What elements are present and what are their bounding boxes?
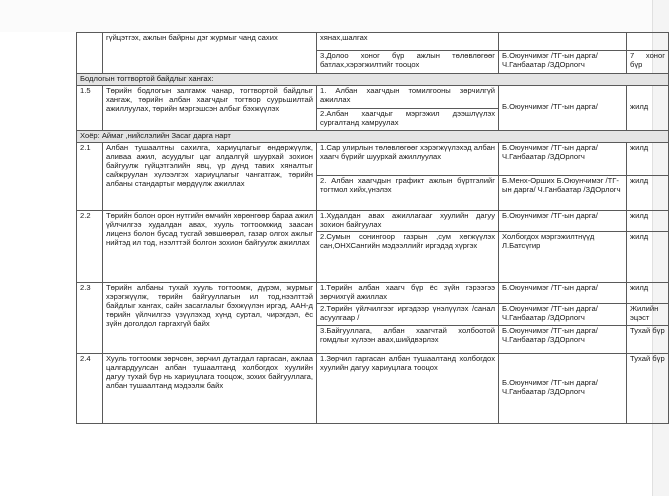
action-cell: 3.Байгууллага, албан хаагчтай холбоотой гомдлыг хүлээн авах,шийдвэрлэх bbox=[317, 325, 499, 353]
term-cell: Тухай бүр bbox=[627, 325, 669, 353]
action-cell: 2.Төрийн үйлчилгээг иргэдээр үнэлүүлэх /санал асуулгаар / bbox=[317, 303, 499, 325]
term-cell: жилд bbox=[627, 231, 669, 282]
action-cell: 2.Сумын сонингоор газрын ,сум хөгжүүлэх сан,ОНХСангийн мэдээллийг иргэдэд хүргэх bbox=[317, 231, 499, 282]
action-cell: 3.Долоо хоног бүр ажлын төлөвлөгөөг батлах,хэрэгжилтийг тооцох bbox=[317, 51, 499, 74]
table-row bbox=[77, 33, 669, 51]
term-cell: жилд bbox=[627, 282, 669, 303]
table-row bbox=[77, 353, 669, 423]
task-cell: Хууль тогтоомж зөрчсөн, зөрчил дутагдал гаргасан, ажлаа цалгардуулсан албан тушаалтанд холбогдох хуулийн дагуу тухай бүр нь хариуцлага тооцож, зохих байгууллага, албан тушаалтанд мэдээлж байх bbox=[103, 353, 317, 423]
section-heading: Бодлогын тогтвортой байдлыг хангах: bbox=[77, 74, 669, 86]
item-number: 2.4 bbox=[77, 353, 103, 423]
term-cell: жилд bbox=[627, 142, 669, 175]
item-number: 2.2 bbox=[77, 210, 103, 282]
task-cell: гүйцэтгэх, ажлын байрны дэг журмыг чанд сахих bbox=[103, 33, 317, 74]
responsible-cell: Б.Оюунчимэг /ТГ-ын дарга/ Ч.Ганбаатар /ЗДОрлогч bbox=[499, 142, 627, 175]
table-row bbox=[77, 142, 669, 175]
item-number: 1.5 bbox=[77, 85, 103, 130]
term-cell: Жилийн эцэст bbox=[627, 303, 669, 325]
responsible-cell: Б.Менх-Орших Б.Оюунчимэг /ТГ-ын дарга/ Ч.Ганбаатар /ЗДОрлогч bbox=[499, 175, 627, 210]
task-cell: Төрийн бодлогын залгамж чанар, тогтвортой байдлыг хангаж, төрийн албан хаагчдыг тогтвор суурьшилтай ажиллуулах, төрийн мэргэшсэн албыг бэхжүүлэх bbox=[103, 85, 317, 130]
action-cell: 1.Сар улирлын төлөвлөгөөг хэрэгжүүлэхэд албан хаагч бүрийг шуурхай ажиллуулах bbox=[317, 142, 499, 175]
action-cell: хянах,шалгах bbox=[317, 33, 499, 51]
section-row bbox=[77, 74, 669, 86]
item-number: 2.1 bbox=[77, 142, 103, 210]
term-cell bbox=[627, 33, 669, 51]
responsible-cell: Б.Оюунчимэг /ТГ-ын дарга/ Ч.Ганбаатар /ЗДОрлогч bbox=[499, 51, 627, 74]
term-cell: 7 хоног бүр bbox=[627, 51, 669, 74]
responsible-cell: Б.Оюунчимэг /ТГ-ын дарга/ Ч.Ганбаатар /ЗДОрлогч bbox=[499, 303, 627, 325]
page-top-margin bbox=[0, 0, 669, 32]
term-cell: жилд bbox=[627, 210, 669, 231]
term-cell: Тухай бүр bbox=[627, 353, 669, 423]
term-cell: жилд bbox=[627, 175, 669, 210]
task-cell: Төрийн албаны тухай хууль тогтоомж, дүрэм, журмыг хэрэгжүүлж, төрийн байгууллагын ил тод,нээлттэй байдлыг хангах, сайн засаглалыг бэхжүүлэн иргэд, ААН-д төрийн үйлчилгээ үзүүлэхэд хүнд суртал, чирэгдэл, ёс зүйн доголдол гаргахгүй байх bbox=[103, 282, 317, 353]
responsible-cell bbox=[499, 33, 627, 51]
term-cell: жилд bbox=[627, 85, 669, 130]
table-row bbox=[77, 85, 669, 108]
responsible-cell: Б.Оюунчимэг /ТГ-ын дарга/ bbox=[499, 85, 627, 130]
action-cell: 1.Төрийн албан хаагч бүр ёс зүйн гэрээгээ зөрчихгүй ажиллах bbox=[317, 282, 499, 303]
responsible-cell: Б.Оюунчимэг /ТГ-ын дарга/ Ч.Ганбаатар /ЗДОрлогч bbox=[499, 353, 627, 423]
responsible-cell: Б.Оюунчимэг /ТГ-ын дарга/ bbox=[499, 282, 627, 303]
table-row bbox=[77, 210, 669, 231]
action-cell: 1. Албан хаагчдын томилгооны зөрчилгүй ажиллах bbox=[317, 85, 499, 108]
table-row bbox=[77, 282, 669, 303]
responsible-cell: Б.Оюунчимэг /ТГ-ын дарга/ bbox=[499, 210, 627, 231]
task-cell: Албан тушаалтны сахилга, хариуцлагыг өндөржүүлж, аливаа ажил, асуудлыг цаг алдалгүй шуурхай зохион байгуулж гүйцэтгэлийн явц, үр дүнд тавих хяналтыг сайжруулан хүлээлгэх хариуцлагыг чангатгаж, төрийн албаны стандартыг мөрдүүлж ажиллах bbox=[103, 142, 317, 210]
section-row bbox=[77, 130, 669, 142]
responsible-cell: Холбогдох мэргэжилтнүүд Л.Батсүгир bbox=[499, 231, 627, 282]
responsible-cell: Б.Оюунчимэг /ТГ-ын дарга/ Ч.Ганбаатар /ЗДОрлогч bbox=[499, 325, 627, 353]
item-number bbox=[77, 33, 103, 74]
task-cell: Төрийн болон орон нутгийн өмчийн хөрөнгөөр бараа ажил үйлчилгээ худалдан авах, хууль тогтоомжид заасан лиценз болон бусад тусгай зөвшөөрөл, газар олгох ажлыг нийтэд ил тод, нээлттэй болгон зохион байгуулж ажиллах bbox=[103, 210, 317, 282]
section-heading: Хоёр: Аймаг ,нийслэлийн Засаг дарга нарт bbox=[77, 130, 669, 142]
item-number: 2.3 bbox=[77, 282, 103, 353]
action-cell: 1.Зөрчил гаргасан албан тушаалтанд холбогдох хуулийн дагуу хариуцлага тооцох bbox=[317, 353, 499, 423]
action-cell: 2. Албан хаагчдын графикт ажлын бүртгэлийг тогтмол хийх,үнэлэх bbox=[317, 175, 499, 210]
action-cell: 1.Худалдан авах ажиллагааг хуулийн дагуу зохион байгуулах bbox=[317, 210, 499, 231]
action-plan-table bbox=[76, 32, 669, 424]
action-cell: 2.Албан хаагчдыг мэргэжил дээшлүүлэх сургалтанд хамруулах bbox=[317, 108, 499, 130]
